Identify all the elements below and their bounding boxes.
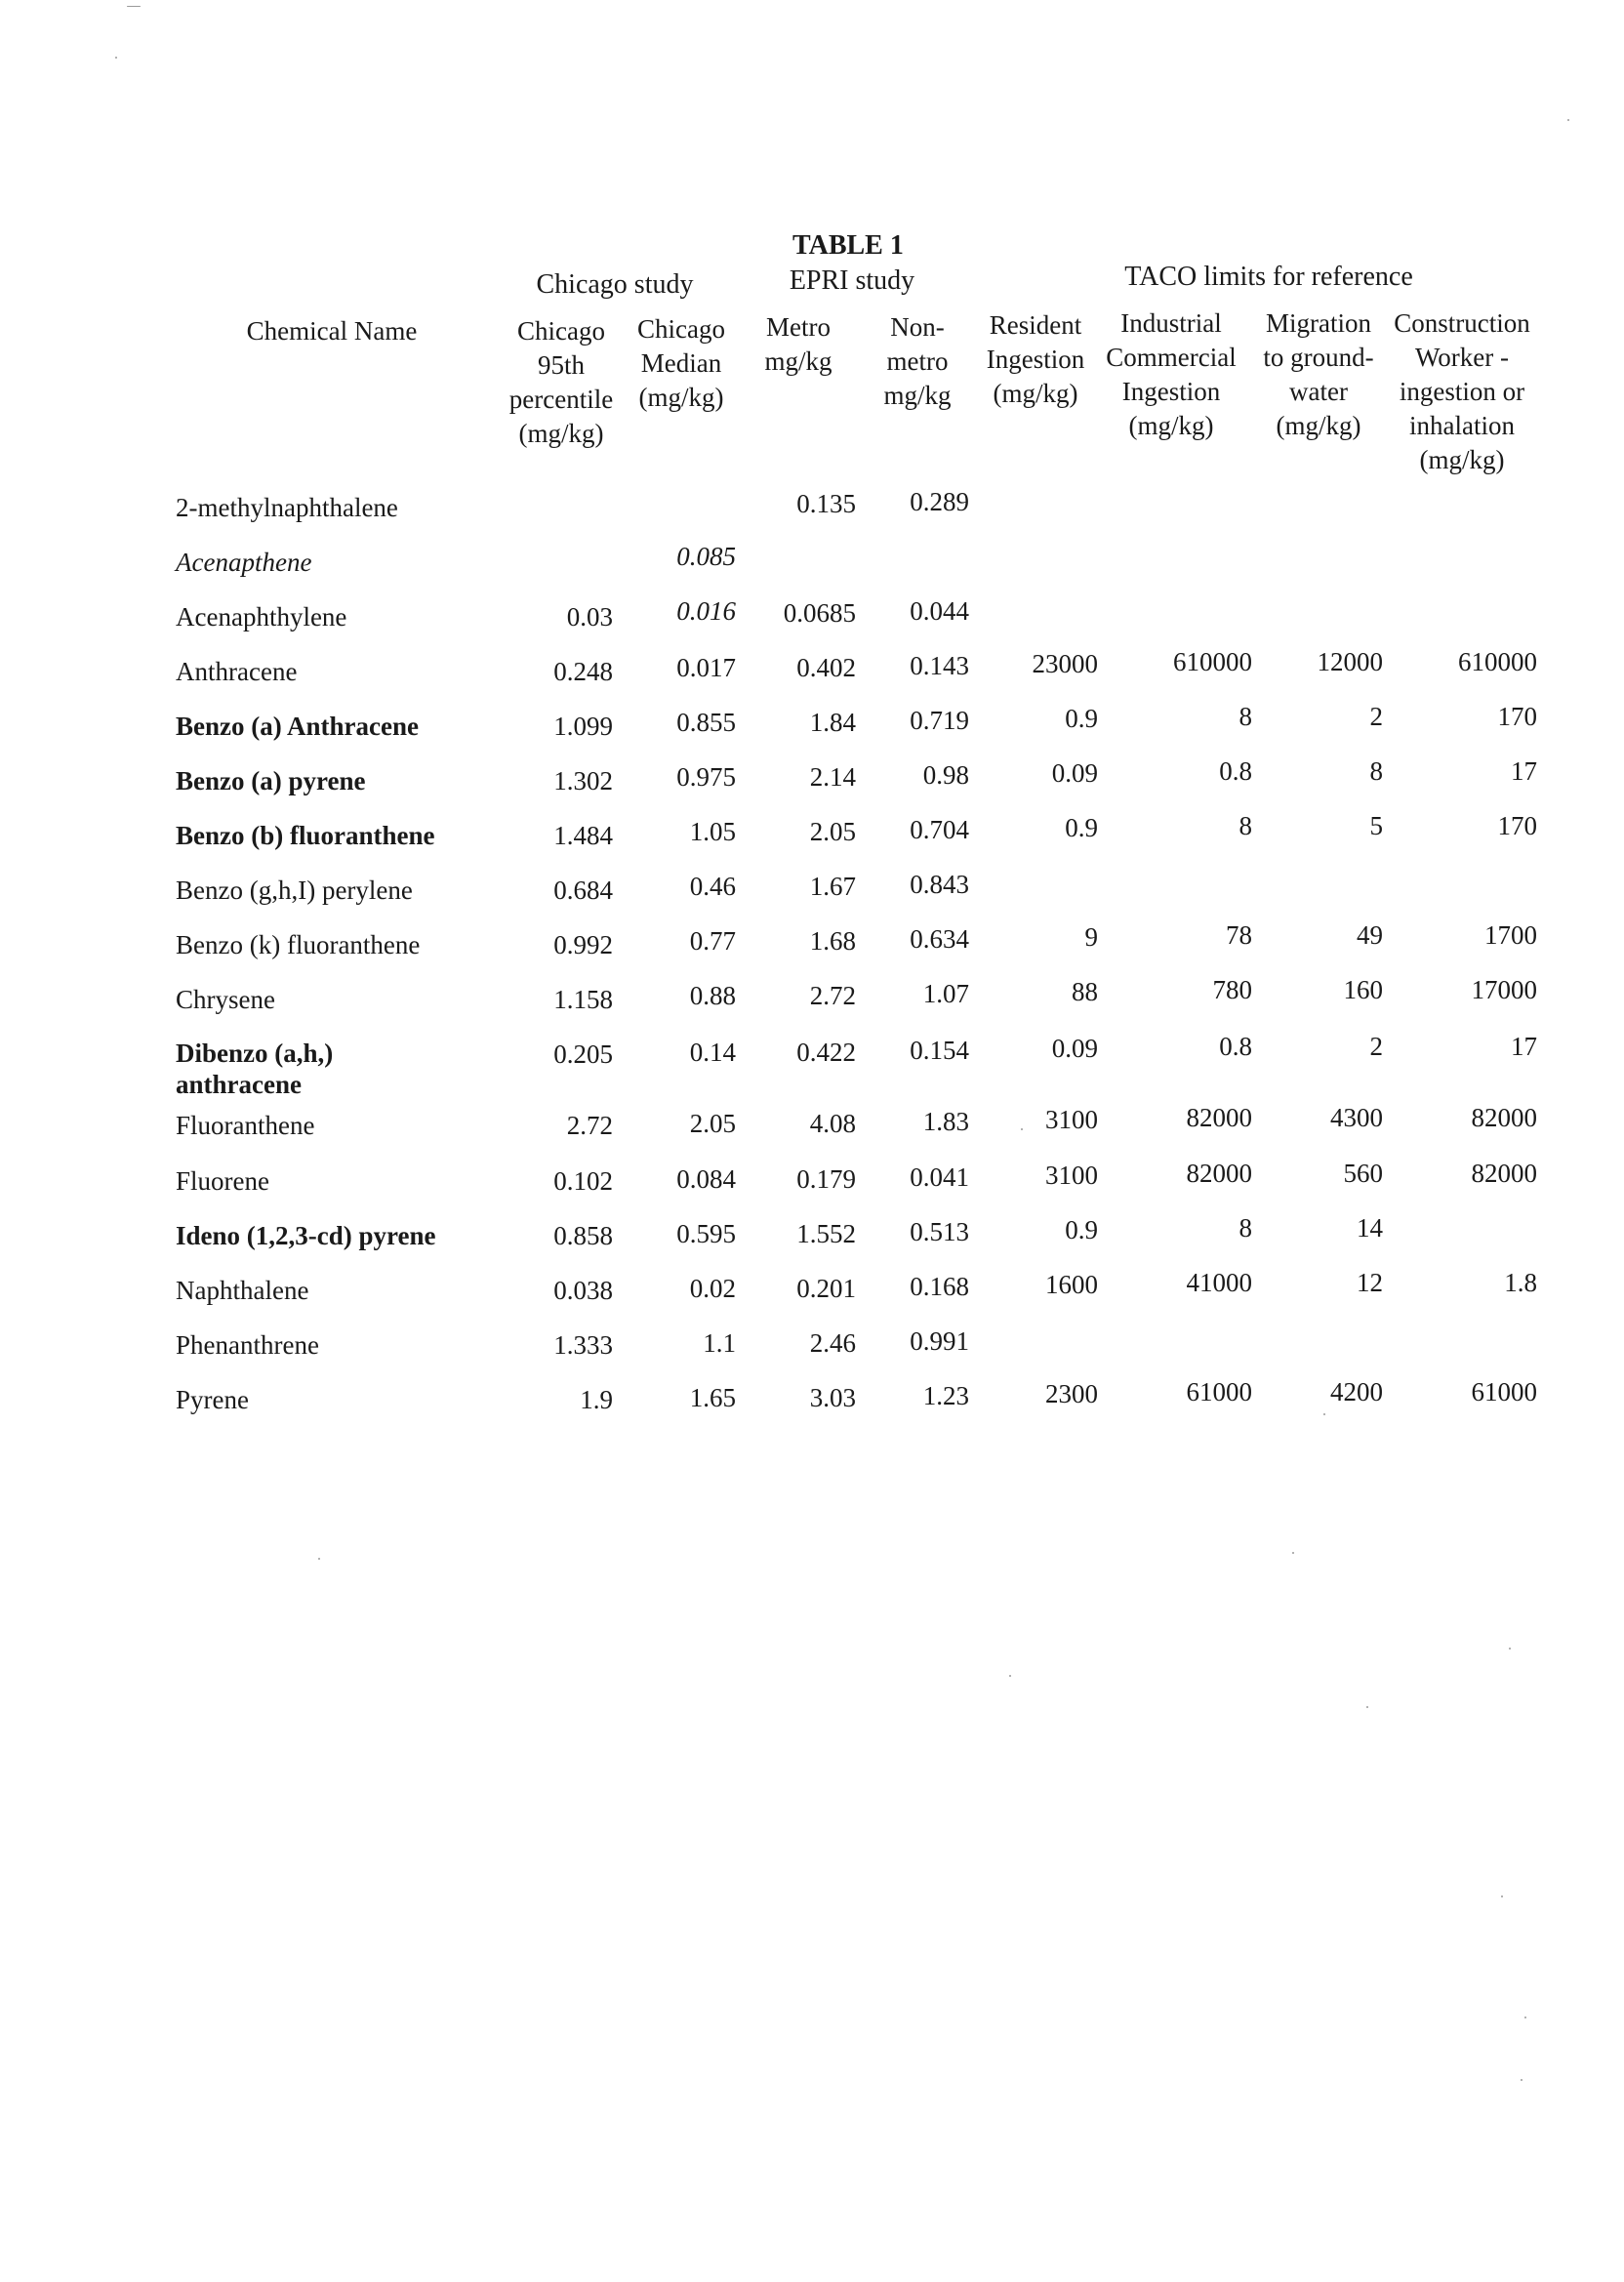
cell-industrial-commercial: 8	[1238, 702, 1252, 731]
cell-chicago-95th: 0.038	[553, 1276, 613, 1305]
column-header-resident-ingestion: Resident Ingestion (mg/kg)	[986, 310, 1085, 408]
group-header-chicago: Chicago study	[536, 269, 694, 300]
column-header-chicago-median: Chicago Median (mg/kg)	[637, 314, 725, 412]
group-header-taco: TACO limits for reference	[1124, 262, 1413, 292]
cell-industrial-commercial: 8	[1238, 811, 1252, 840]
cell-chicago-median: 0.085	[676, 542, 736, 571]
cell-resident-ingestion: 23000	[1032, 649, 1098, 678]
cell-chicago-95th: 0.992	[553, 930, 613, 959]
row-name: Dibenzo (a,h,) anthracene	[176, 1039, 334, 1099]
cell-chicago-95th: 0.205	[553, 1039, 613, 1069]
cell-industrial-commercial: 0.8	[1219, 1032, 1252, 1061]
cell-metro: 1.84	[809, 708, 856, 737]
cell-chicago-95th: 0.03	[566, 602, 613, 632]
scan-speck	[1567, 119, 1569, 121]
scan-speck	[1009, 1675, 1011, 1677]
cell-construction-worker: 17	[1511, 756, 1537, 786]
scan-speck	[318, 1558, 320, 1560]
row-name: Chrysene	[176, 985, 275, 1014]
cell-metro: 2.05	[809, 817, 856, 846]
cell-non-metro: 0.044	[910, 596, 969, 626]
row-name: Benzo (a) pyrene	[176, 766, 366, 795]
cell-chicago-median: 0.855	[676, 708, 736, 737]
row-name: Fluorene	[176, 1166, 269, 1196]
cell-non-metro: 0.98	[922, 760, 969, 790]
cell-construction-worker: 1.8	[1504, 1268, 1537, 1297]
column-header-chemical-name: Chemical Name	[246, 316, 418, 346]
cell-metro: 0.0685	[783, 598, 856, 628]
cell-construction-worker: 610000	[1458, 647, 1537, 676]
cell-construction-worker: 17000	[1471, 975, 1537, 1004]
cell-migration-groundwater: 8	[1369, 756, 1383, 786]
cell-construction-worker: 82000	[1471, 1103, 1537, 1132]
cell-non-metro: 0.634	[910, 924, 969, 954]
cell-industrial-commercial: 0.8	[1219, 756, 1252, 786]
cell-chicago-median: 1.1	[703, 1328, 736, 1358]
cell-non-metro: 0.041	[910, 1162, 969, 1192]
cell-metro: 0.402	[796, 653, 856, 682]
scan-speck	[1524, 2017, 1526, 2018]
column-header-non-metro: Non- metro mg/kg	[883, 312, 952, 410]
cell-non-metro: 0.843	[910, 870, 969, 899]
cell-chicago-95th: 1.158	[553, 985, 613, 1014]
cell-resident-ingestion: 88	[1072, 977, 1098, 1006]
row-name: Ideno (1,2,3-cd) pyrene	[176, 1221, 436, 1250]
cell-resident-ingestion: 0.9	[1065, 704, 1098, 733]
row-name: Benzo (b) fluoranthene	[176, 821, 435, 850]
cell-industrial-commercial: 61000	[1186, 1377, 1252, 1406]
cell-metro: 2.72	[809, 981, 856, 1010]
cell-chicago-median: 0.975	[676, 762, 736, 792]
cell-migration-groundwater: 14	[1357, 1213, 1383, 1243]
cell-migration-groundwater: 160	[1343, 975, 1383, 1004]
cell-resident-ingestion: 2300	[1045, 1379, 1098, 1408]
cell-chicago-median: 0.084	[676, 1164, 736, 1194]
column-header-chicago-95th: Chicago 95th percentile (mg/kg)	[508, 316, 614, 448]
cell-chicago-95th: 1.302	[553, 766, 613, 795]
cell-chicago-median: 1.65	[689, 1383, 736, 1412]
cell-industrial-commercial: 780	[1212, 975, 1252, 1004]
cell-resident-ingestion: 3100	[1045, 1105, 1098, 1134]
table-title: TABLE 1	[792, 230, 904, 261]
cell-chicago-median: 0.595	[676, 1219, 736, 1248]
cell-migration-groundwater: 12000	[1317, 647, 1383, 676]
row-name: Acenaphthylene	[176, 602, 347, 632]
cell-metro: 2.46	[809, 1328, 856, 1358]
row-name: Fluoranthene	[176, 1111, 315, 1140]
scan-speck	[115, 57, 117, 59]
cell-metro: 1.68	[809, 926, 856, 956]
cell-chicago-median: 0.02	[689, 1274, 736, 1303]
cell-metro: 0.422	[796, 1038, 856, 1067]
column-header-construction-worker: Construction Worker - ingestion or inhalation (mg/kg)	[1394, 308, 1530, 474]
cell-chicago-95th: 2.72	[566, 1111, 613, 1140]
cell-resident-ingestion: 0.09	[1051, 758, 1098, 788]
cell-non-metro: 0.154	[910, 1036, 969, 1065]
cell-chicago-95th: 1.099	[553, 712, 613, 741]
cell-migration-groundwater: 49	[1357, 920, 1383, 950]
scan-speck	[1521, 2079, 1522, 2081]
cell-industrial-commercial: 82000	[1186, 1103, 1252, 1132]
cell-resident-ingestion: 9	[1084, 922, 1098, 952]
cell-chicago-95th: 1.333	[553, 1330, 613, 1360]
cell-chicago-median: 0.14	[689, 1038, 736, 1067]
cell-construction-worker: 61000	[1471, 1377, 1537, 1406]
cell-resident-ingestion: 0.9	[1065, 1215, 1098, 1244]
cell-resident-ingestion: 0.09	[1051, 1034, 1098, 1063]
cell-non-metro: 0.704	[910, 815, 969, 844]
scan-speck	[127, 6, 141, 7]
cell-chicago-median: 0.46	[689, 872, 736, 901]
cell-chicago-95th: 1.9	[580, 1385, 613, 1414]
cell-chicago-median: 1.05	[689, 817, 736, 846]
cell-non-metro: 0.719	[910, 706, 969, 735]
cell-non-metro: 1.07	[922, 979, 969, 1008]
cell-chicago-median: 0.77	[689, 926, 736, 956]
row-name: Benzo (g,h,I) perylene	[176, 876, 413, 905]
scan-speck	[1021, 1128, 1023, 1130]
column-header-migration: Migration to ground- water (mg/kg)	[1263, 308, 1374, 440]
row-name: Phenanthrene	[176, 1330, 319, 1360]
scan-speck	[1501, 1895, 1503, 1897]
cell-chicago-median: 0.88	[689, 981, 736, 1010]
cell-migration-groundwater: 12	[1357, 1268, 1383, 1297]
cell-non-metro: 0.513	[910, 1217, 969, 1246]
cell-metro: 1.67	[809, 872, 856, 901]
cell-metro: 0.201	[796, 1274, 856, 1303]
cell-migration-groundwater: 2	[1369, 702, 1383, 731]
column-header-metro: Metro mg/kg	[764, 312, 832, 376]
cell-construction-worker: 1700	[1484, 920, 1537, 950]
cell-metro: 3.03	[809, 1383, 856, 1412]
cell-construction-worker: 17	[1511, 1032, 1537, 1061]
cell-non-metro: 1.83	[922, 1107, 969, 1136]
cell-chicago-median: 0.017	[676, 653, 736, 682]
row-name: 2-methylnaphthalene	[176, 493, 398, 522]
row-name: Acenapthene	[176, 548, 312, 577]
cell-construction-worker: 82000	[1471, 1159, 1537, 1188]
column-header-industrial-commercial: Industrial Commercial Ingestion (mg/kg)	[1106, 308, 1237, 440]
cell-metro: 0.179	[796, 1164, 856, 1194]
cell-construction-worker: 170	[1497, 702, 1537, 731]
row-name: Benzo (k) fluoranthene	[176, 930, 421, 959]
cell-chicago-95th: 0.858	[553, 1221, 613, 1250]
cell-chicago-95th: 1.484	[553, 821, 613, 850]
cell-resident-ingestion: 0.9	[1065, 813, 1098, 842]
cell-chicago-median: 0.016	[676, 596, 736, 626]
cell-migration-groundwater: 2	[1369, 1032, 1383, 1061]
scan-speck	[1366, 1706, 1368, 1708]
cell-migration-groundwater: 560	[1343, 1159, 1383, 1188]
cell-metro: 4.08	[809, 1109, 856, 1138]
cell-chicago-95th: 0.684	[553, 876, 613, 905]
scan-speck	[1292, 1552, 1294, 1554]
cell-metro: 0.135	[796, 489, 856, 518]
scan-speck	[1509, 1648, 1511, 1650]
row-name: Pyrene	[176, 1385, 249, 1414]
row-name: Benzo (a) Anthracene	[176, 712, 419, 741]
cell-metro: 2.14	[809, 762, 856, 792]
cell-migration-groundwater: 4200	[1330, 1377, 1383, 1406]
cell-resident-ingestion: 3100	[1045, 1161, 1098, 1190]
cell-industrial-commercial: 41000	[1186, 1268, 1252, 1297]
cell-industrial-commercial: 610000	[1173, 647, 1252, 676]
scan-speck	[1323, 1413, 1325, 1415]
row-name: Anthracene	[176, 657, 298, 686]
cell-chicago-median: 2.05	[689, 1109, 736, 1138]
cell-chicago-95th: 0.102	[553, 1166, 613, 1196]
cell-non-metro: 0.168	[910, 1272, 969, 1301]
row-name: Naphthalene	[176, 1276, 309, 1305]
cell-industrial-commercial: 82000	[1186, 1159, 1252, 1188]
group-header-epri: EPRI study	[789, 265, 915, 296]
cell-industrial-commercial: 8	[1238, 1213, 1252, 1243]
cell-chicago-95th: 0.248	[553, 657, 613, 686]
cell-industrial-commercial: 78	[1226, 920, 1252, 950]
cell-non-metro: 0.289	[910, 487, 969, 516]
cell-migration-groundwater: 4300	[1330, 1103, 1383, 1132]
cell-migration-groundwater: 5	[1369, 811, 1383, 840]
cell-non-metro: 0.143	[910, 651, 969, 680]
cell-resident-ingestion: 1600	[1045, 1270, 1098, 1299]
cell-metro: 1.552	[796, 1219, 856, 1248]
cell-non-metro: 1.23	[922, 1381, 969, 1410]
cell-construction-worker: 170	[1497, 811, 1537, 840]
cell-non-metro: 0.991	[910, 1326, 969, 1356]
